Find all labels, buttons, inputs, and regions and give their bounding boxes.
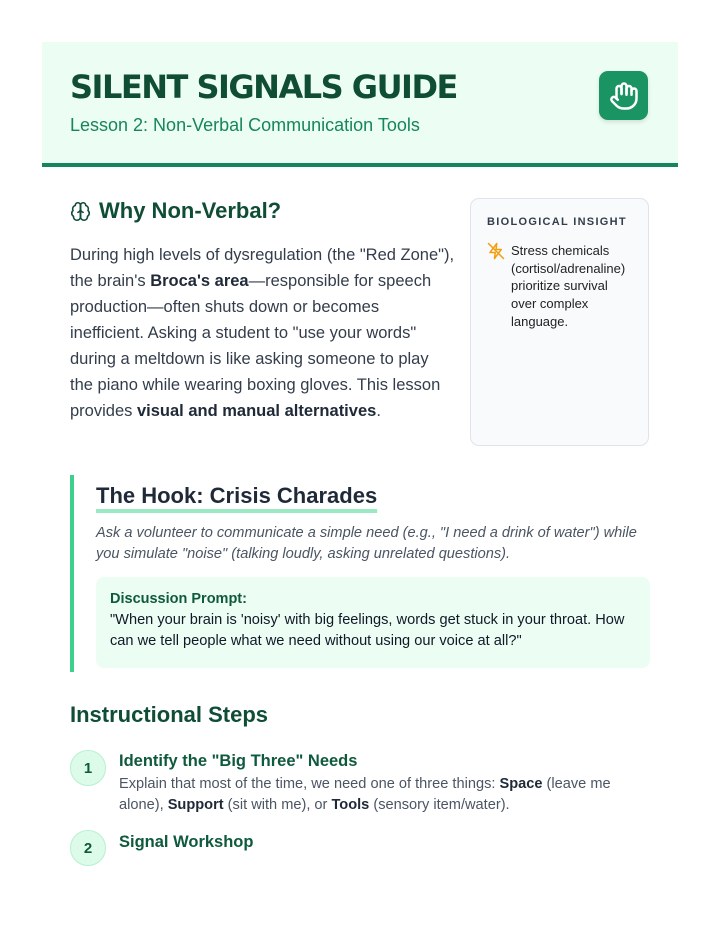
biological-insight-card — [470, 198, 649, 446]
broca-term: Broca's area — [150, 272, 249, 290]
lesson-header — [42, 42, 678, 167]
step-title: Identify the "Big Three" Needs — [119, 752, 358, 770]
hook-section — [70, 475, 650, 672]
step-text-part: (leave me alone), — [119, 776, 611, 813]
page-title: SILENT SIGNALS GUIDE — [70, 68, 457, 106]
step-text-part: Explain that most of the time, we need one of three things: — [119, 776, 500, 792]
hook-title: The Hook: Crisis Charades — [96, 483, 378, 508]
why-text-part: . — [376, 402, 381, 420]
step-number-badge: 2 — [70, 830, 106, 866]
need-space: Space — [499, 776, 543, 792]
brain-icon — [70, 201, 91, 222]
why-nonverbal-section — [70, 198, 455, 424]
need-tools: Tools — [331, 797, 370, 813]
why-heading-text: Why Non-Verbal? — [99, 198, 282, 223]
why-heading — [70, 198, 455, 224]
hand-icon — [609, 81, 639, 111]
insight-row — [487, 242, 632, 331]
why-text-part: —responsible for speech production—often shuts down or becomes inefficient. Asking a student to "use your words" during a meltdown is like asking someone to play the piano while wearing boxing gloves. This lesson provides — [70, 272, 441, 420]
prompt-label: Discussion Prompt: — [110, 591, 247, 607]
steps-heading: Instructional Steps — [70, 702, 269, 727]
step-title: Signal Workshop — [119, 833, 254, 851]
insight-text: Stress chemicals (cortisol/adrenaline) prioritize survival over complex language. — [511, 243, 626, 329]
insight-heading: BIOLOGICAL INSIGHT — [487, 216, 627, 228]
why-paragraph — [70, 242, 455, 424]
why-text-part: During high levels of dysregulation (the "Red Zone"), the brain's — [70, 246, 455, 290]
need-support: Support — [167, 797, 224, 813]
hand-badge — [599, 71, 648, 120]
prompt-text: "When your brain is 'noisy' with big feelings, words get stuck in your throat. How can we tell people what we need without using our voice at all?" — [110, 612, 625, 649]
visual-alternatives-term: visual and manual alternatives — [136, 402, 377, 420]
lightning-off-icon — [487, 242, 505, 260]
step-text-part: (sit with me), or — [223, 797, 332, 813]
lesson-subtitle: Lesson 2: Non-Verbal Communication Tools — [70, 115, 420, 135]
step-number-badge: 1 — [70, 750, 106, 786]
step-text-part: (sensory item/water). — [369, 797, 510, 813]
discussion-prompt — [96, 577, 650, 668]
step-description — [119, 774, 649, 816]
hook-description: Ask a volunteer to communicate a simple need (e.g., "I need a drink of water") while you simulate "noise" (talking loudly, asking unrelated questions). — [96, 525, 637, 562]
